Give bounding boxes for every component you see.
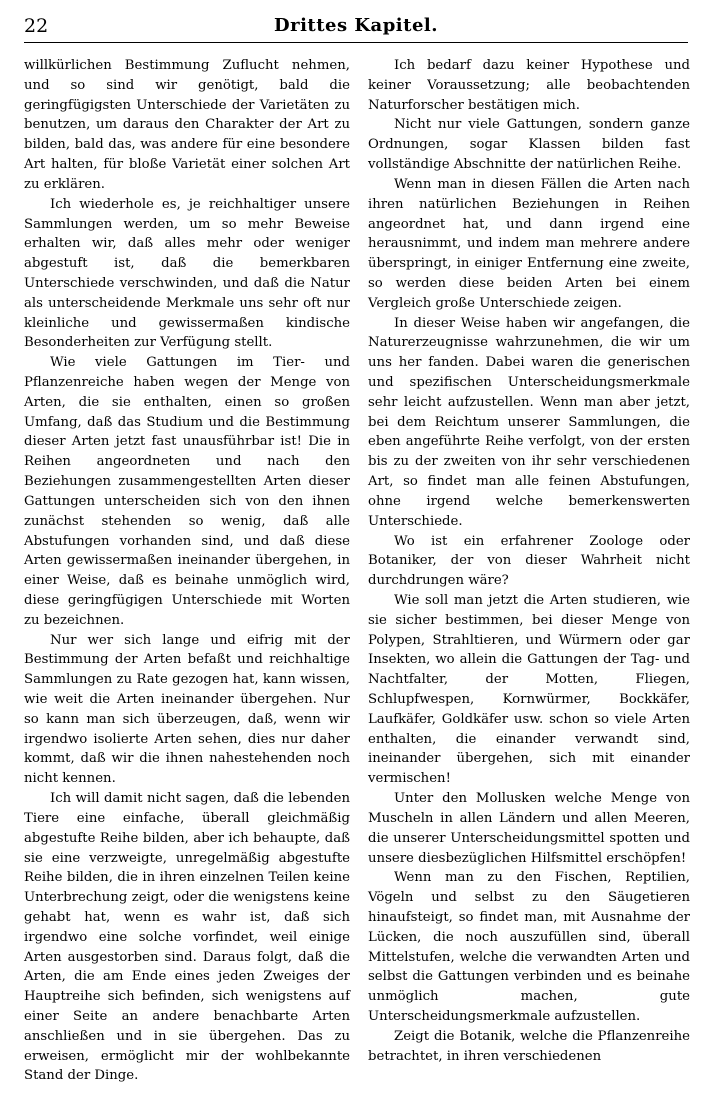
header-rule xyxy=(24,42,688,43)
right-column xyxy=(368,56,690,1066)
paragraph: Ich bedarf dazu keiner Hypothese und keiner Voraussetzung; alle beobachtenden Naturforscher bestätigen mich. xyxy=(368,58,690,113)
paragraph: Nur wer sich lange und eifrig mit der Bestimmung der Arten befaßt und reichhaltige Sammlungen zu Rate gezogen hat, kann wissen, wie weit die Arten ineinander übergehen. Nur so kann man sich überzeugen, daß, wenn wir irgendwo isolierte Arten sehen, dies nur daher kommt, daß wir die ihnen nahestehenden noch nicht kennen. xyxy=(24,632,350,787)
paragraph: Ich will damit nicht sagen, daß die lebenden Tiere eine einfache, überall gleichmäßig abgestufte Reihe bilden, aber ich behaupte, daß sie eine verzweigte, unregelmäßig abgestufte Reihe bilden, die in ihren einzelnen Teilen keine Unterbrechung zeigt, oder die wenigstens keine gehabt hat, wenn es wahr ist, daß sich irgendwo eine solche vorfindet, weil einige Arten ausgestorben sind. Daraus folgt, daß die Arten, die am Ende eines jeden Zweiges der Hauptreihe sich befinden, sich wenigstens auf einer Seite an andere benachbarte Arten anschließen und in sie übergehen. Das zu erweisen, ermöglicht mir der wohlbekannte Stand der Dinge. xyxy=(24,791,350,1084)
paragraph: Wie viele Gattungen im Tier- und Pflanzenreiche haben wegen der Menge von Arten, die sie enthalten, einen so großen Umfang, daß das Studium und die Bestimmung dieser Arten jetzt fast unausführbar ist! Die in Reihen angeordneten und nach den Beziehungen zusammengestellten Arten dieser Gattungen unterscheiden sich von den ihnen zunächst stehenden so wenig, daß alle Abstufungen vorhanden sind, und daß diese Arten gewissermaßen ineinander übergehen, in einer Weise, daß es beinahe unmöglich wird, diese geringfügigen Unterschiede mit Worten zu bezeichnen. xyxy=(24,355,350,628)
left-column xyxy=(24,56,350,1086)
page-header xyxy=(24,14,688,40)
paragraph: Zeigt die Botanik, welche die Pflanzenreihe betrachtet, in ihren verschiedenen xyxy=(368,1028,690,1064)
paragraph: Wo ist ein erfahrener Zoologe oder Botaniker, der von dieser Wahrheit nicht durchdrungen wäre? xyxy=(368,533,690,589)
paragraph: Wenn man zu den Fischen, Reptilien, Vögeln und selbst zu den Säugetieren hinaufsteigt, so findet man, mit Ausnahme der Lücken, die noch auszufüllen sind, überall Mittelstufen, welche die verwandten Arten und selbst die Gattungen verbinden und es beinahe unmöglich machen, gute Unterscheidungsmerkmale aufzustellen. xyxy=(368,870,690,1024)
paragraph: Nicht nur viele Gattungen, sondern ganze Ordnungen, sogar Klassen bilden fast vollständige Abschnitte der natürlichen Reihe. xyxy=(368,117,690,173)
paragraph: willkürlichen Bestimmung Zuflucht nehmen, und so sind wir genötigt, bald die geringfügigsten Unterschiede der Varietäten zu benutzen, um daraus den Charakter der Art zu bilden, bald das, was andere für eine besondere Art halten, für bloße Varietät einer solchen Art zu erklären. xyxy=(24,58,350,192)
paragraph: Ich wiederhole es, je reichhaltiger unsere Sammlungen werden, um so mehr Beweise erhalten wir, daß alles mehr oder weniger abgestuft ist, daß die bemerkbaren Unterschiede verschwinden, und daß die Natur als unterscheidende Merkmale uns sehr oft nur kleinliche und gewissermaßen kindische Besonderheiten zur Verfügung stellt. xyxy=(24,196,350,351)
paragraph: In dieser Weise haben wir angefangen, die Naturerzeugnisse wahrzunehmen, die wir um uns her fanden. Dabei waren die generischen und spezifischen Unterscheidungsmerkmale sehr leicht aufzustellen. Wenn man aber jetzt, bei dem Reichtum unserer Sammlungen, die eben angeführte Reihe verfolgt, von der ersten bis zu der zweiten von ihr sehr verschiedenen Art, so findet man alle feinen Abstufungen, ohne irgend welche bemerkenswerten Unterschiede. xyxy=(368,315,690,529)
running-head: Drittes Kapitel. xyxy=(273,15,438,36)
paragraph: Unter den Mollusken welche Menge von Muscheln in allen Ländern und allen Meeren, die unserer Unterscheidungsmittel spotten und unsere diesbezüglichen Hilfsmittel erschöpfen! xyxy=(368,791,690,866)
page-number: 22 xyxy=(24,15,49,37)
paragraph: Wenn man in diesen Fällen die Arten nach ihren natürlichen Beziehungen in Reihen angeordnet hat, und dann irgend eine herausnimmt, und indem man mehrere andere überspringt, in einiger Entfernung eine zweite, so werden diese beiden Arten bei einem Vergleich große Unterschiede zeigen. xyxy=(368,176,690,311)
paragraph: Wie soll man jetzt die Arten studieren, wie sie sicher bestimmen, bei dieser Menge von Polypen, Strahltieren, und Würmern oder gar Insekten, wo allein die Gattungen der Tag- und Nachtfalter, der Motten, Fliegen, Schlupfwespen, Kornwürmer, Bockkäfer, Laufkäfer, Goldkäfer usw. schon so viele Arten enthalten, die einander verwandt sind, ineinander übergehen, sich mit einander vermischen! xyxy=(368,592,690,787)
